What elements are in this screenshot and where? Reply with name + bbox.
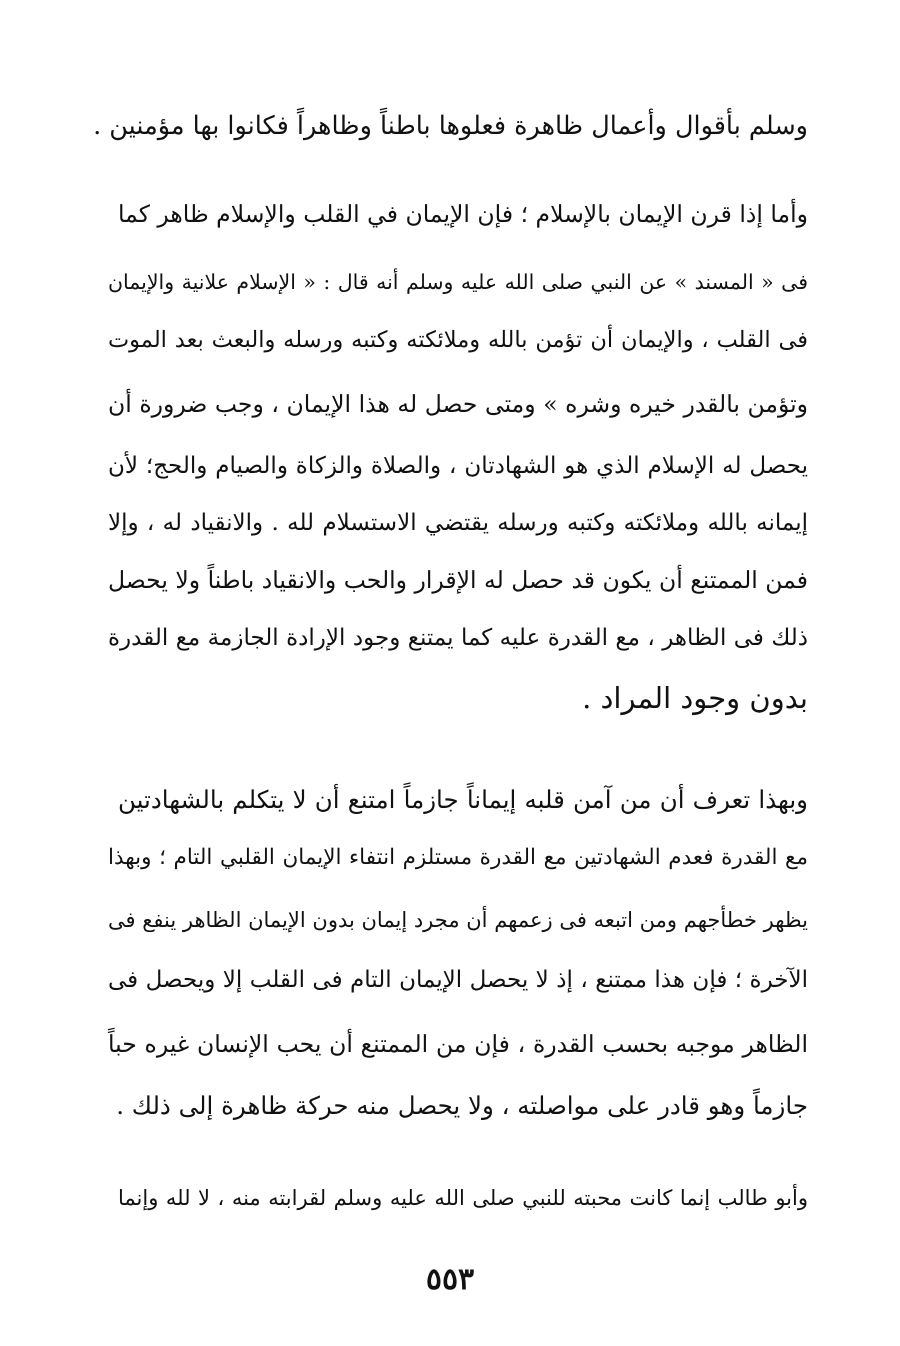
text-line: يحصل له الإسلام الذي هو الشهادتان ، والصلاة والزكاة والصيام والحج؛ لأن (108, 453, 808, 479)
text-line: الظاهر موجبه بحسب القدرة ، فإن من الممتنع أن يحب الإنسان غيره حباً (108, 1030, 808, 1058)
text-line: مع القدرة فعدم الشهادتين مع القدرة مستلزم انتفاء الإيمان القلبي التام ؛ وبهذا (108, 845, 808, 870)
text-line: الآخرة ؛ فإن هذا ممتنع ، إذ لا يحصل الإيمان التام فى القلب إلا ويحصل فى (108, 967, 808, 993)
text-line: وبهذا تعرف أن من آمن قلبه إيماناً جازماً امتنع أن لا يتكلم بالشهادتين (118, 785, 808, 814)
page-number: ٥٥٣ (425, 1262, 475, 1297)
text-line: وتؤمن بالقدر خيره وشره » ومتى حصل له هذا الإيمان ، وجب ضرورة أن (108, 390, 808, 418)
text-line: يظهر خطأجهم ومن اتبعه فى زعمهم أن مجرد إيمان بدون الإيمان الظاهر ينفع فى (108, 908, 808, 932)
text-line: إيمانه بالله وملائكته وكتبه ورسله يقتضي الاستسلام لله . والانقياد له ، وإلا (108, 510, 808, 536)
text-line: فمن الممتنع أن يكون قد حصل له الإقرار والحب والانقياد باطناً ولا يحصل (108, 566, 808, 594)
text-line: وسلم بأقوال وأعمال ظاهرة فعلوها باطناً وظاهراً فكانوا بها مؤمنين . (93, 111, 808, 141)
text-line: بدون وجود المراد . (582, 681, 808, 715)
text-line: ذلك فى الظاهر ، مع القدرة عليه كما يمتنع وجود الإرادة الجازمة مع القدرة (108, 625, 808, 651)
text-line: وأبو طالب إنما كانت محبته للنبي صلى الله عليه وسلم لقرابته منه ، لا لله وإنما (118, 1186, 808, 1210)
text-line: فى القلب ، والإيمان أن تؤمن بالله وملائكته وكتبه ورسله والبعث بعد الموت (108, 327, 808, 353)
text-line: وأما إذا قرن الإيمان بالإسلام ؛ فإن الإيمان في القلب والإسلام ظاهر كما (118, 200, 808, 228)
text-line: فى « المسند » عن النبي صلى الله عليه وسلم أنه قال : « الإسلام علانية والإيمان (108, 270, 808, 294)
text-line: جازماً وهو قادر على مواصلته ، ولا يحصل منه حركة ظاهرة إلى ذلك . (116, 1091, 808, 1120)
